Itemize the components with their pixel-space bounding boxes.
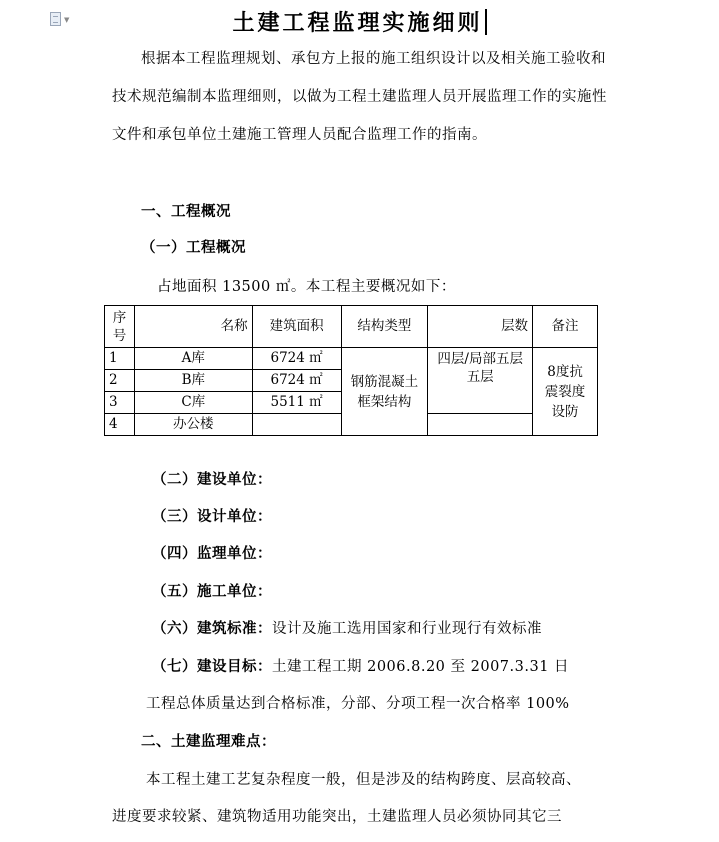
section-2-heading: 二、土建监理难点： [141,733,276,750]
cell-area: 6724 ㎡ [252,370,341,392]
header-name: 名称 [134,306,252,348]
text-cursor [485,9,487,35]
goal-line [152,655,569,676]
cell-name: C库 [134,392,252,414]
cell-seq: 2 [105,370,135,392]
cell-floors [428,348,533,414]
header-note: 备注 [533,306,598,348]
standard-line [152,617,542,638]
floors-line-1: 四层/局部五层 [437,351,523,367]
section-1-heading: 一、工程概况 [141,203,231,220]
standard-value: 设计及施工选用国家和行业现行有效标准 [272,621,542,637]
cell-area [252,414,341,436]
table-row [105,348,598,370]
header-structure: 结构类型 [341,306,428,348]
header-seq: 序号 [105,306,135,348]
supervisor-label: （四）监理单位： [152,545,272,562]
cell-seq: 3 [105,392,135,414]
cell-structure: 钢筋混凝土框架结构 [341,348,428,436]
document-title[interactable] [0,6,719,37]
cell-name: 办公楼 [134,414,252,436]
project-overview-table [104,305,598,436]
floors-line-2: 五层 [466,369,494,385]
standard-label: （六）建筑标准： [152,620,272,637]
contractor-label: （五）施工单位： [152,583,272,600]
title-text: 土建工程监理实施细则 [232,10,483,36]
cell-seq: 1 [105,348,135,370]
cell-note: 8度抗震裂度设防 [533,348,598,436]
intro-paragraph: 根据本工程监理规划、承包方上报的施工组织设计以及相关施工验收和技术规范编制本监理细则，以做为工程土建监理人员开展监理工作的实施性文件和承包单位土建施工管理人员配合监理工作的指南。 [112,51,607,143]
cell-name: A库 [134,348,252,370]
cell-floors-empty [428,414,533,436]
designer-label: （三）设计单位： [152,508,272,525]
header-area: 建筑面积 [252,306,341,348]
cell-area: 6724 ㎡ [252,348,341,370]
difficulty-line-2: 进度要求较紧、建筑物适用功能突出，土建监理人员必须协同其它三 [112,809,562,825]
document-menu-icon[interactable]: ▼ [50,12,72,26]
goal-value: 土建工程工期 2006.8.20 至 2007.3.31 日 [272,659,570,675]
cell-area: 5511 ㎡ [252,392,341,414]
goal-label: （七）建设目标： [152,658,272,675]
cell-seq: 4 [105,414,135,436]
builder-label: （二）建设单位： [152,471,272,488]
cell-name: B库 [134,370,252,392]
header-floors: 层数 [428,306,533,348]
subsection-1-heading: （一）工程概况 [141,239,246,256]
area-text: 占地面积 13500 ㎡。本工程主要概况如下： [157,279,456,295]
quality-text: 工程总体质量达到合格标准，分部、分项工程一次合格率 100% [146,696,570,712]
difficulty-line-1: 本工程土建工艺复杂程度一般，但是涉及的结构跨度、层高较高、 [146,772,581,788]
